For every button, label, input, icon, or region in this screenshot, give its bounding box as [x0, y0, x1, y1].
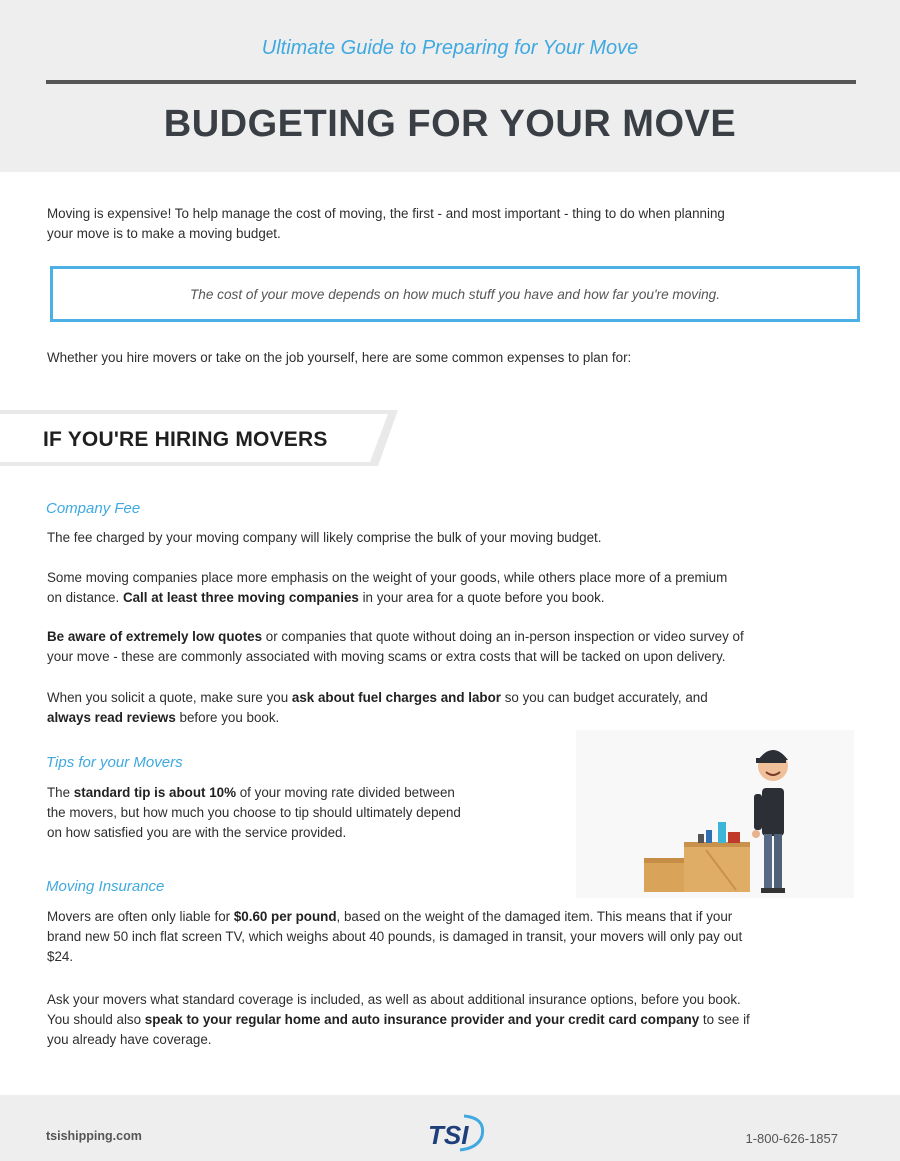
- paragraph-line: [47, 588, 727, 608]
- header-band: [0, 0, 900, 172]
- paragraph-line: Ask your movers what standard coverage is included, as well as about additional insurance options, before you book.: [47, 992, 741, 1007]
- paragraph-line: the movers, but how much you choose to tip should ultimately depend: [47, 805, 461, 820]
- paragraph-line: [47, 1010, 750, 1030]
- paragraph-line: [47, 783, 461, 803]
- paragraph-line: $24.: [47, 949, 74, 964]
- company-fee-p3: [47, 627, 744, 667]
- paragraph-line: on how satisfied you are with the service provided.: [47, 825, 347, 840]
- paragraph-line: [47, 688, 708, 708]
- website-link[interactable]: tsishipping.com: [46, 1129, 142, 1143]
- section-heading: IF YOU'RE HIRING MOVERS: [43, 428, 328, 451]
- emphasis-text: speak to your regular home and auto insurance provider and your credit card company: [144, 1012, 700, 1027]
- emphasis-text: standard tip is about 10%: [73, 785, 237, 800]
- text-run: When you solicit a quote, make sure you: [47, 690, 292, 705]
- text-run: to see if: [699, 1012, 750, 1027]
- callout-text: The cost of your move depends on how much stuff you have and how far you're moving.: [189, 287, 721, 302]
- text-run: You should also: [47, 1012, 145, 1027]
- company-fee-p2: [47, 568, 727, 608]
- header-divider: [46, 80, 856, 84]
- text-run: so you can budget accurately, and: [501, 690, 708, 705]
- insurance-p2: [47, 990, 750, 1050]
- paragraph-line: you already have coverage.: [47, 1032, 212, 1047]
- callout-box: [50, 266, 860, 322]
- page-title: BUDGETING FOR YOUR MOVE: [163, 103, 737, 145]
- paragraph-line: brand new 50 inch flat screen TV, which weighs about 40 pounds, is damaged in transit, your movers will only pay out: [47, 929, 743, 944]
- insurance-p1: [47, 907, 742, 967]
- company-fee-heading: Company Fee: [46, 500, 141, 517]
- tips-paragraph: [47, 783, 461, 843]
- text-run: or companies that quote without doing an in-person inspection or video survey of: [262, 629, 744, 644]
- tips-heading: Tips for your Movers: [46, 754, 183, 771]
- text-run: in your area for a quote before you book.: [358, 590, 605, 605]
- company-fee-p1: The fee charged by your moving company will likely comprise the bulk of your moving budget.: [47, 530, 602, 545]
- logo-text: TSI: [428, 1120, 469, 1150]
- text-run: on distance.: [47, 590, 123, 605]
- intro-line: Moving is expensive! To help manage the cost of moving, the first - and most important - thing to do when planning: [47, 206, 725, 221]
- emphasis-text: Be aware of extremely low quotes: [47, 629, 263, 644]
- paragraph-line: [47, 907, 742, 927]
- mover-illustration: [576, 730, 854, 898]
- tsi-logo: [424, 1112, 494, 1152]
- text-run: The: [47, 785, 74, 800]
- emphasis-text: ask about fuel charges and labor: [291, 690, 501, 705]
- text-run: , based on the weight of the damaged item. This means that if your: [336, 909, 733, 924]
- paragraph-line: [47, 627, 744, 647]
- series-title: Ultimate Guide to Preparing for Your Move: [261, 37, 639, 59]
- intro-paragraph: [47, 204, 725, 244]
- phone-number: 1-800-626-1857: [745, 1131, 838, 1146]
- text-run: before you book.: [175, 710, 280, 725]
- paragraph-line: [47, 708, 708, 728]
- text-run: of your moving rate divided between: [236, 785, 455, 800]
- company-fee-p4: [47, 688, 708, 728]
- intro-line: your move is to make a moving budget.: [47, 226, 281, 241]
- insurance-heading: Moving Insurance: [46, 878, 165, 895]
- paragraph-line: your move - these are commonly associated with moving scams or extra costs that will be tacked on upon delivery.: [47, 649, 726, 664]
- text-run: Movers are often only liable for: [47, 909, 234, 924]
- emphasis-text: Call at least three moving companies: [122, 590, 359, 605]
- lead-in-text: Whether you hire movers or take on the job yourself, here are some common expenses to plan for:: [47, 350, 632, 365]
- paragraph-line: Some moving companies place more emphasis on the weight of your goods, while others place more of a premium: [47, 570, 728, 585]
- emphasis-text: $0.60 per pound: [233, 909, 337, 924]
- emphasis-text: always read reviews: [47, 710, 176, 725]
